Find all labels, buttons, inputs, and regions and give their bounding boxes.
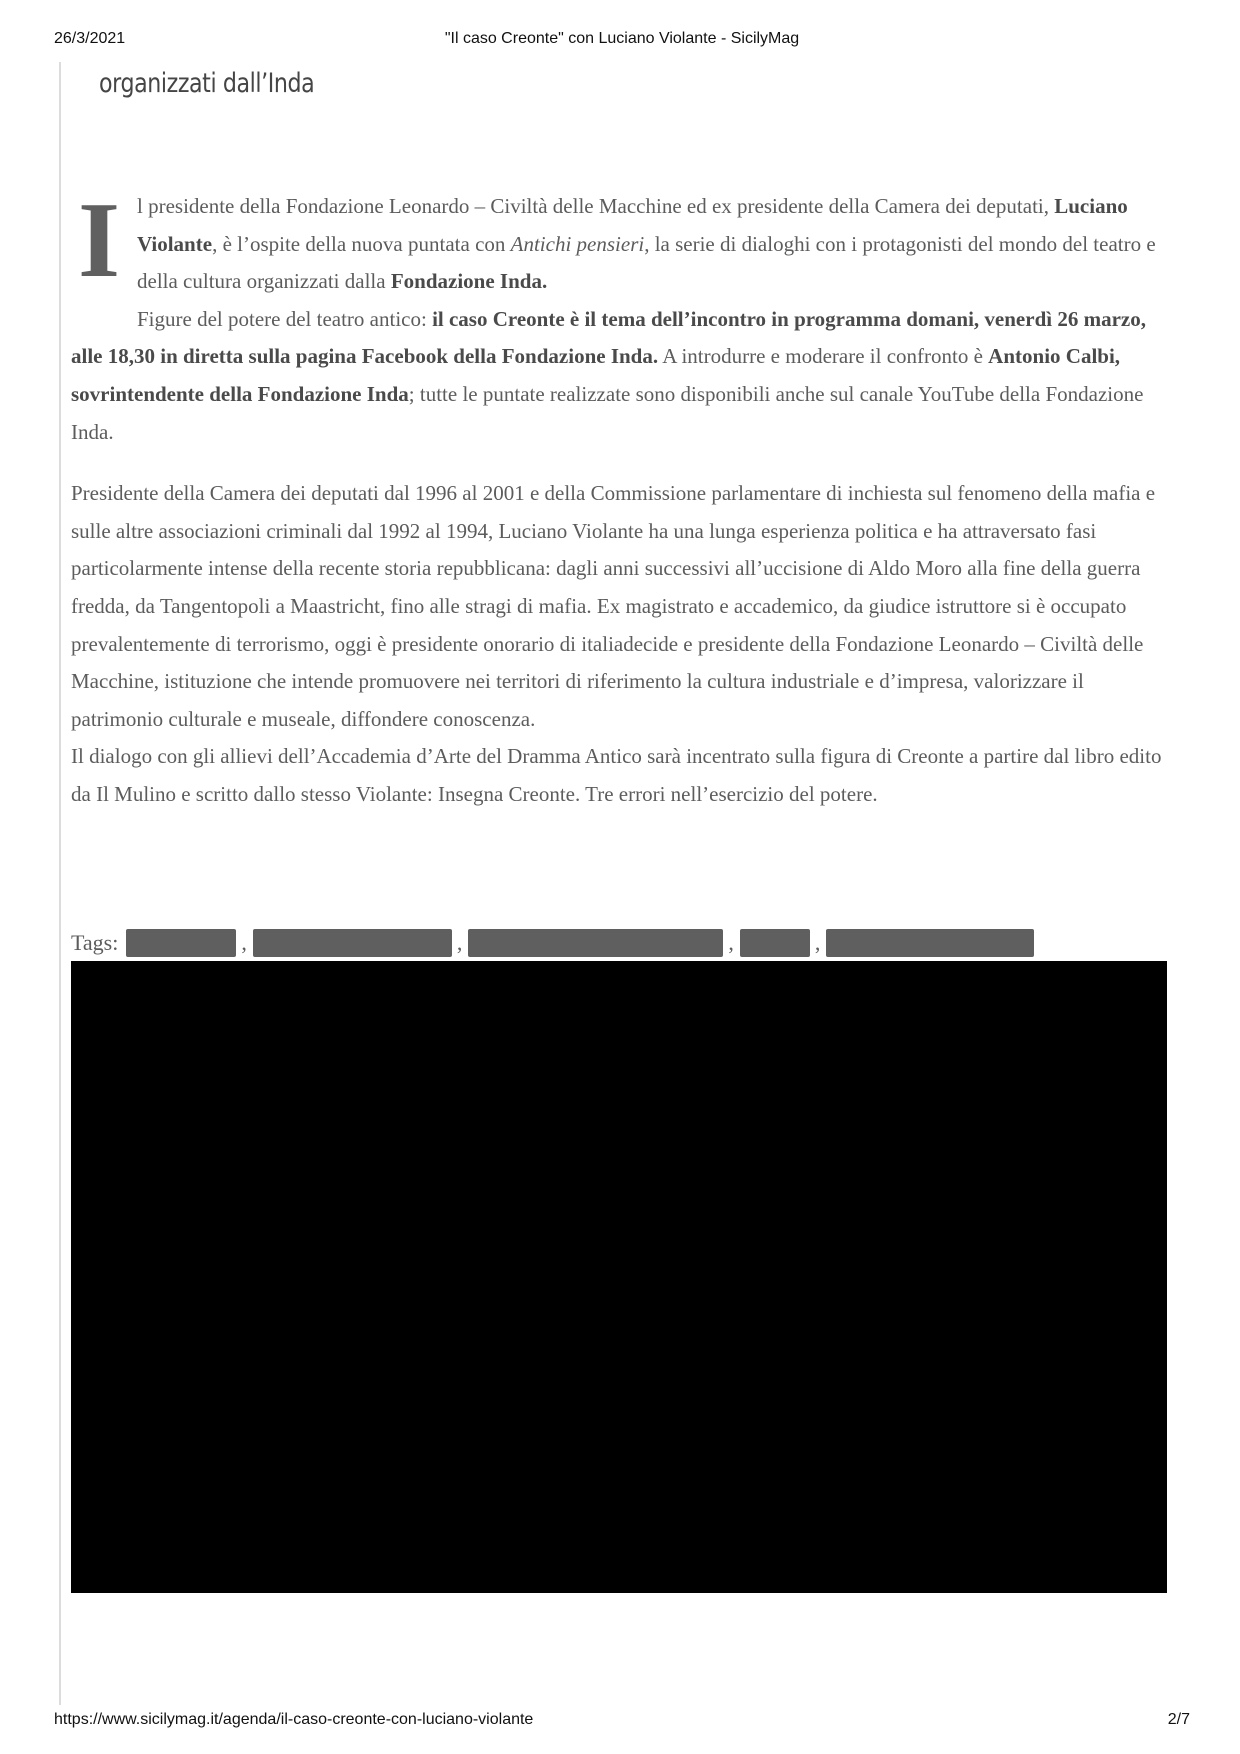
tag-link[interactable] — [126, 929, 236, 957]
print-header — [54, 30, 1190, 52]
tag-link[interactable] — [468, 929, 723, 957]
tags-label: Tags: — [71, 930, 119, 955]
left-border-rule — [59, 62, 61, 1705]
article-paragraph-intro — [71, 181, 1171, 451]
text-run: , è l’ospite della nuova puntata con — [212, 231, 511, 256]
drop-cap: I — [77, 181, 121, 300]
italic-series-title: Antichi pensieri — [510, 231, 645, 256]
bold-moderator: Antonio Calbi, sovrintendente della Fondazione Inda — [71, 344, 1121, 406]
article-paragraph-bio: Presidente della Camera dei deputati dal 1996 al 2001 e della Commissione parlamentare di inchiesta sul fenomeno della mafia e sulle altre associazioni criminali dal 1992 al 1994, Luciano Violante ha una lunga esperienza politica e ha attraversato fasi particolarmente intense della recente storia repubblicana: dagli anni successivi all’uccisione di Aldo Moro alla fine della guerra fredda, da Tangentopoli a Maastricht, fino alle stragi di mafia. Ex magistrato e accademico, da giudice istruttore si è occupato prevalentemente di terrorismo, oggi è presidente onorario di italiadecide e presidente della Fondazione Leonardo – Civiltà delle Macchine, istituzione che intende promuovere nei territori di riferimento la cultura industriale e d’impresa, valorizzare il patrimonio culturale e museale, diffondere conoscenza. — [71, 481, 1156, 731]
print-date: 26/3/2021 — [54, 30, 126, 47]
tag-separator: , — [456, 930, 463, 955]
tag-separator: , — [241, 930, 247, 955]
article-paragraph-dialogue: Il dialogo con gli allievi dell’Accademia d’Arte del Dramma Antico sarà incentrato sulla figura di Creonte a partire dal libro edito da Il Mulino e scritto dallo stesso Violante: Insegna Creonte. Tre errori nell’esercizio del potere. — [71, 744, 1162, 806]
text-run: A introdurre e moderare il confronto è — [658, 344, 989, 369]
bold-foundation: Fondazione Inda. — [390, 269, 548, 294]
bold-event: il caso Creonte è il tema dell’incontro in programma domani, venerdì 26 marzo, alle 18,30 in diretta sulla pagina Facebook della Fondazione Inda. — [71, 306, 1146, 369]
print-footer — [54, 1711, 1190, 1733]
bold-name: Luciano Violante — [137, 194, 1128, 256]
article-subtitle: organizzati dall’Inda — [99, 68, 315, 99]
tag-separator: , — [814, 930, 821, 955]
print-page-title: "Il caso Creonte" con Luciano Violante - SicilyMag — [444, 30, 800, 47]
text-run: ; tutte le puntate realizzate sono disponibili anche sul canale YouTube della Fondazione Inda. — [71, 381, 1144, 444]
embedded-video[interactable] — [71, 961, 1167, 1593]
tag-link[interactable] — [253, 929, 452, 957]
tag-link[interactable] — [826, 929, 1034, 957]
article-body — [71, 181, 1171, 814]
print-url: https://www.sicilymag.it/agenda/il-caso-creonte-con-luciano-violante — [54, 1711, 534, 1728]
text-run: , la serie di dialoghi con i protagonisti del mondo del teatro e della cultura organizzati dalla — [137, 231, 1156, 294]
page-number: 2/7 — [1167, 1711, 1190, 1728]
text-run: l presidente della Fondazione Leonardo – Civiltà delle Macchine ed ex presidente della Camera dei deputati, — [137, 194, 1055, 218]
tag-link[interactable] — [740, 929, 810, 957]
text-run: Figure del potere del teatro antico: — [137, 306, 433, 331]
tags-row — [71, 927, 1034, 959]
tag-separator: , — [728, 930, 734, 955]
